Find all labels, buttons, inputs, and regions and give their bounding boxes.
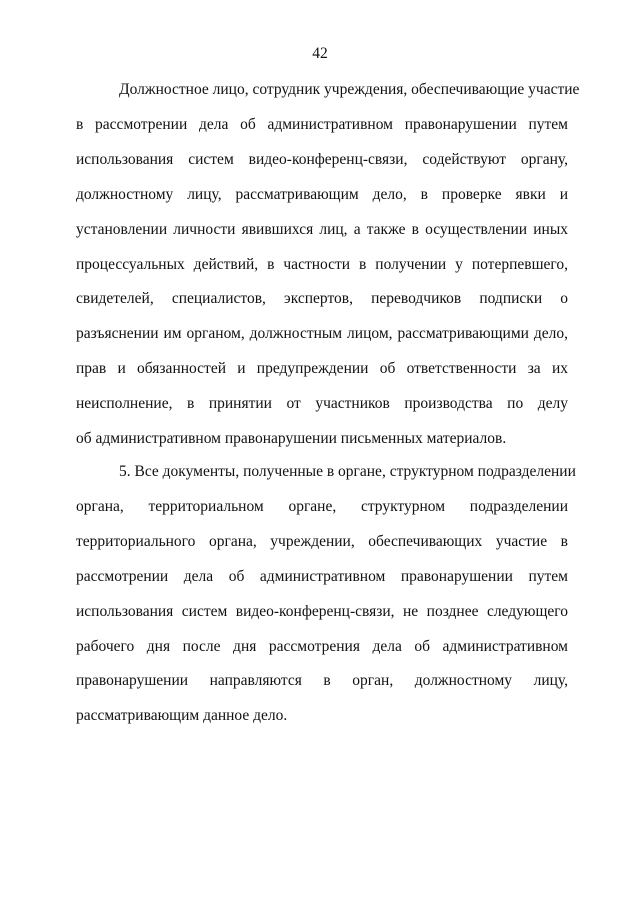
text-line: Должностное лицо, сотрудник учреждения, обеспечивающие участие <box>119 81 580 98</box>
text-line: в рассмотрении дела об административном правонарушении путем <box>76 115 568 133</box>
text-line: правонарушении направляются в орган, должностному лицу, <box>76 672 568 690</box>
page-number: 42 <box>312 45 328 62</box>
text-line: свидетелей, специалистов, экспертов, переводчиков подписки о <box>76 290 568 308</box>
text-line: разъяснении им органом, должностным лицом, рассматривающими дело, <box>76 325 568 343</box>
text-line: прав и обязанностей и предупреждении об ответственности за их <box>76 360 568 378</box>
paragraph-officials-duties <box>76 73 580 457</box>
text-line: должностному лицу, рассматривающим дело, в проверке явки и <box>76 185 568 203</box>
paragraph-item-5-documents <box>76 455 576 734</box>
text-line: 5. Все документы, полученные в органе, структурном подразделении <box>119 463 576 480</box>
text-line: рассмотрении дела об административном правонарушении путем <box>76 567 568 585</box>
text-line: рабочего дня после дня рассмотрения дела об административном <box>76 637 568 655</box>
text-line: неисполнение, в принятии от участников производства по делу <box>76 395 568 413</box>
text-line: органа, территориальном органе, структурном подразделении <box>76 497 568 515</box>
text-line: использования систем видео-конференц-связи, содействуют органу, <box>76 150 568 168</box>
text-line: процессуальных действий, в частности в получении у потерпевшего, <box>76 255 568 273</box>
text-line: установлении личности явившихся лиц, а также в осуществлении иных <box>76 220 568 238</box>
text-line: использования систем видео-конференц-связи, не позднее следующего <box>76 602 568 620</box>
text-line: рассматривающим данное дело. <box>76 707 288 725</box>
text-line: об административном правонарушении письменных материалов. <box>76 430 507 448</box>
text-line: территориального органа, учреждении, обеспечивающих участие в <box>76 532 568 550</box>
